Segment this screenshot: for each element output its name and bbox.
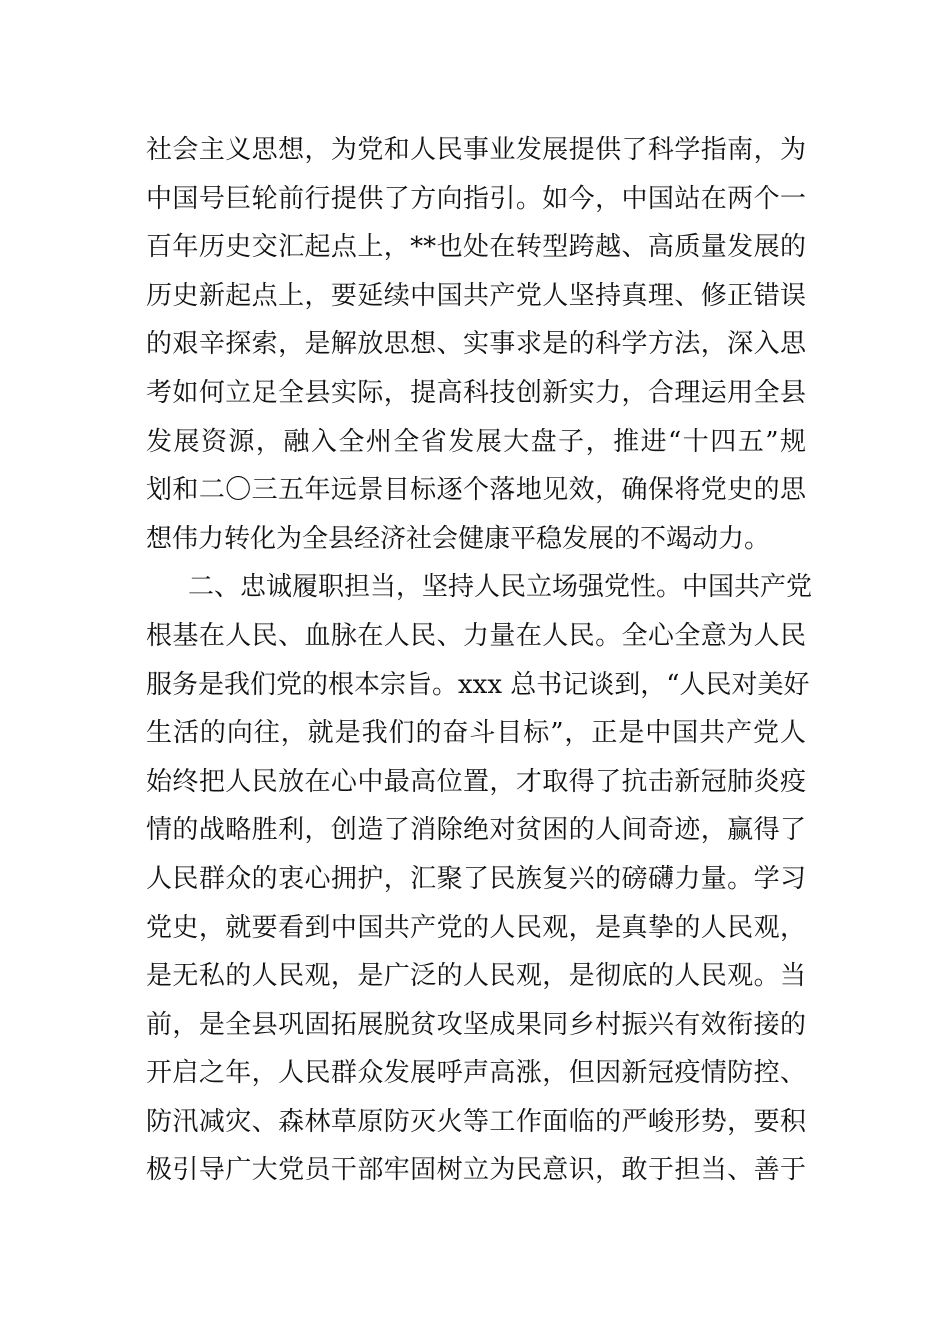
text-line: 是无私的人民观，是广泛的人民观，是彻底的人民观。当 [146, 961, 806, 992]
text-line: 百年历史交汇起点上，**也处在转型跨越、高质量发展的 [146, 232, 806, 263]
text-line: 的艰辛探索，是解放思想、实事求是的科学方法，深入思 [146, 329, 806, 360]
text-line: 服务是我们党的根本宗旨。xxx 总书记谈到，“人民对美好 [146, 669, 810, 700]
text-line: 情的战略胜利，创造了消除绝对贫困的人间奇迹，赢得了 [146, 815, 806, 846]
text-line: 划和二〇三五年远景目标逐个落地见效，确保将党史的思 [146, 475, 806, 506]
text-line: 开启之年，人民群众发展呼声高涨，但因新冠疫情防控、 [146, 1058, 806, 1089]
document-body [146, 126, 813, 1195]
text-line: 根基在人民、血脉在人民、力量在人民。全心全意为人民 [146, 620, 806, 651]
text-line: 中国号巨轮前行提供了方向指引。如今，中国站在两个一 [146, 183, 806, 214]
text-line: 党史，就要看到中国共产党的人民观，是真挚的人民观， [146, 912, 806, 943]
text-line: 前，是全县巩固拓展脱贫攻坚成果同乡村振兴有效衔接的 [146, 1009, 806, 1040]
text-line: 防汛减灾、森林草原防灭火等工作面临的严峻形势，要积 [146, 1106, 806, 1137]
text-line: 极引导广大党员干部牢固树立为民意识，敢于担当、善于 [146, 1155, 806, 1186]
text-line: 考如何立足全县实际，提高科技创新实力，合理运用全县 [146, 377, 806, 408]
text-line: 历史新起点上，要延续中国共产党人坚持真理、修正错误 [146, 280, 806, 311]
section-heading-line: 二、忠诚履职担当，坚持人民立场强党性。中国共产党 [188, 572, 813, 603]
text-line: 社会主义思想，为党和人民事业发展提供了科学指南，为 [146, 135, 806, 165]
text-line: 生活的向往，就是我们的奋斗目标”，正是中国共产党人 [146, 718, 806, 749]
text-line: 始终把人民放在心中最高位置，才取得了抗击新冠肺炎疫 [146, 766, 806, 797]
text-line: 发展资源，融入全州全省发展大盘子，推进“十四五”规 [146, 426, 806, 457]
text-line: 想伟力转化为全县经济社会健康平稳发展的不竭动力。 [146, 523, 771, 554]
text-line: 人民群众的衷心拥护，汇聚了民族复兴的磅礴力量。学习 [146, 863, 806, 894]
